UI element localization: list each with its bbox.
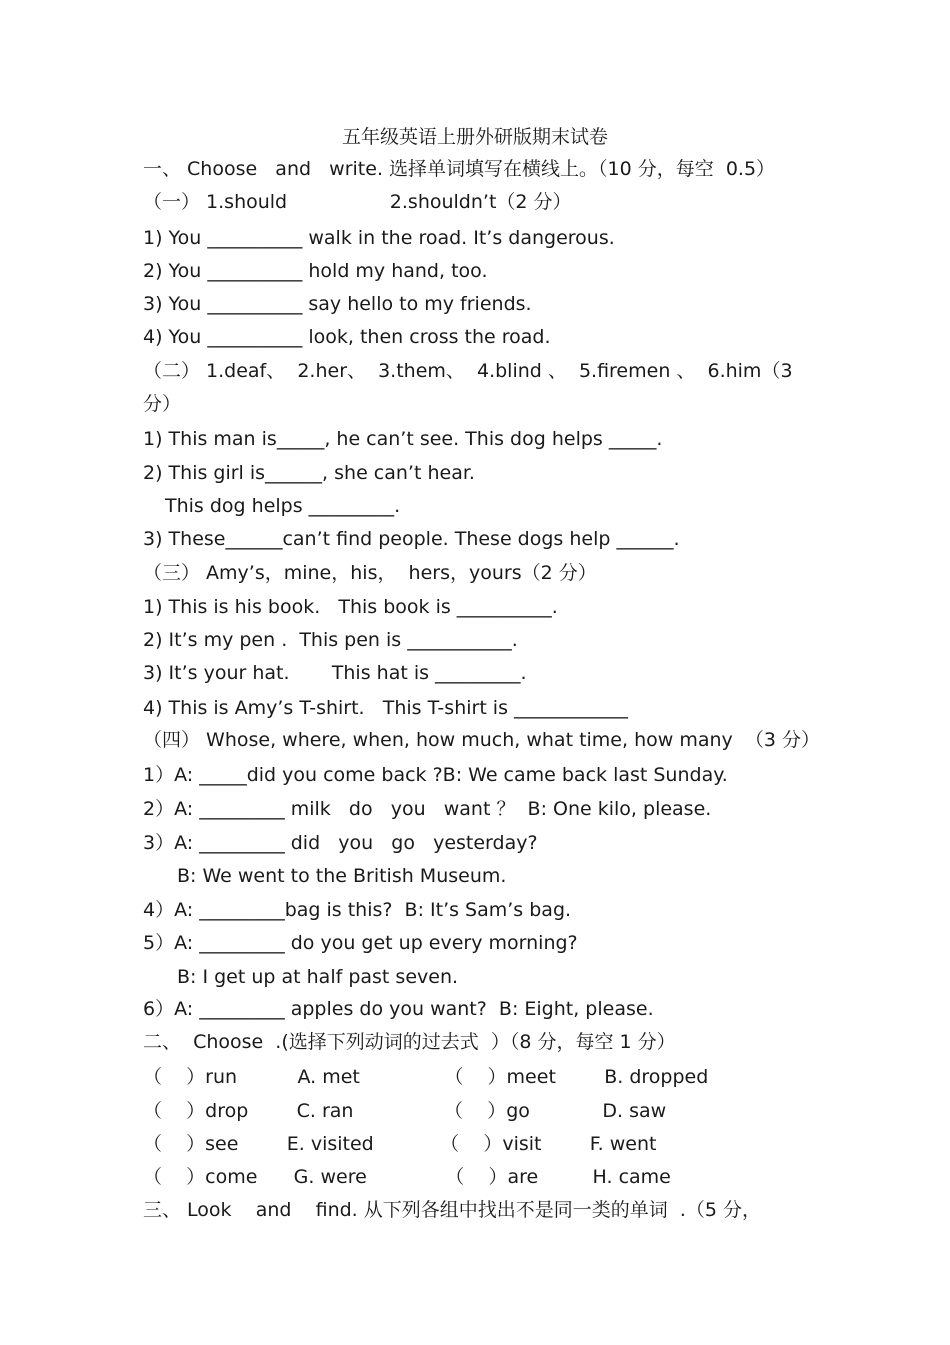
- question-line: 4) You __________ look, then cross the road.: [143, 326, 551, 348]
- matching-row: （ ）see E. visited （ ）visit F. went: [143, 1133, 657, 1155]
- question-line: 4）A: _________bag is this? B: It’s Sam’s bag.: [143, 899, 572, 921]
- question-line: 3) It’s your hat. This hat is _________.: [143, 662, 527, 684]
- question-line: 1）A: _____did you come back ?B: We came back last Sunday.: [143, 764, 728, 786]
- question-line: 3) These______can’t find people. These dogs help ______.: [143, 528, 680, 550]
- question-line: 1) This man is_____, he can’t see. This dog helps _____.: [143, 428, 663, 450]
- question-line: This dog helps _________.: [165, 495, 401, 517]
- section-3-heading: 三、 Look and find. 从下列各组中找出不是同一类的单词 .（5 分，: [143, 1199, 762, 1221]
- section-2-heading: 二、 Choose .(选择下列动词的过去式 ）（8 分，每空 1 分）: [143, 1031, 676, 1053]
- question-line: 4) This is Amy’s T-shirt. This T-shirt is ____________: [143, 697, 629, 719]
- part-2-heading: （二） 1.deaf、 2.her、 3.them、 4.blind 、 5.firemen 、 6.him（3: [143, 360, 793, 382]
- matching-row: （ ）run A. met （ ）meet B. dropped: [143, 1066, 709, 1088]
- matching-row: （ ）come G. were （ ）are H. came: [143, 1166, 671, 1188]
- question-line: 2）A: _________ milk do you want ？ B: One kilo, please.: [143, 798, 712, 820]
- question-line: 1) This is his book. This book is __________.: [143, 596, 558, 618]
- question-line: 6）A: _________ apples do you want? B: Eight, please.: [143, 998, 654, 1020]
- question-line: 1) You __________ walk in the road. It’s dangerous.: [143, 227, 615, 249]
- answer-line: B: I get up at half past seven.: [177, 966, 459, 988]
- question-line: 5）A: _________ do you get up every morning?: [143, 932, 578, 954]
- question-line: 3) You __________ say hello to my friends.: [143, 293, 532, 315]
- page-title: 五年级英语上册外研版期末试卷: [341, 126, 608, 148]
- question-line: 2) You __________ hold my hand, too.: [143, 260, 488, 282]
- question-line: 3）A: _________ did you go yesterday?: [143, 832, 538, 854]
- matching-row: （ ）drop C. ran （ ）go D. saw: [143, 1100, 667, 1122]
- part-2-heading-cont: 分）: [143, 393, 182, 415]
- answer-line: B: We went to the British Museum.: [177, 865, 507, 887]
- section-1-heading: 一、 Choose and write. 选择单词填写在横线上。（10 分，每空 0.5）: [143, 158, 776, 180]
- question-line: 2) This girl is______, she can’t hear.: [143, 462, 475, 484]
- part-4-heading: （四） Whose, where, when, how much, what time, how many （3 分）: [143, 729, 820, 751]
- part-3-heading: （三） Amy’s，mine，his， hers，yours（2 分）: [143, 562, 597, 584]
- question-line: 2) It’s my pen . This pen is ___________.: [143, 629, 518, 651]
- part-1-heading: （一） 1.should 2.shouldn’t（2 分）: [143, 191, 572, 213]
